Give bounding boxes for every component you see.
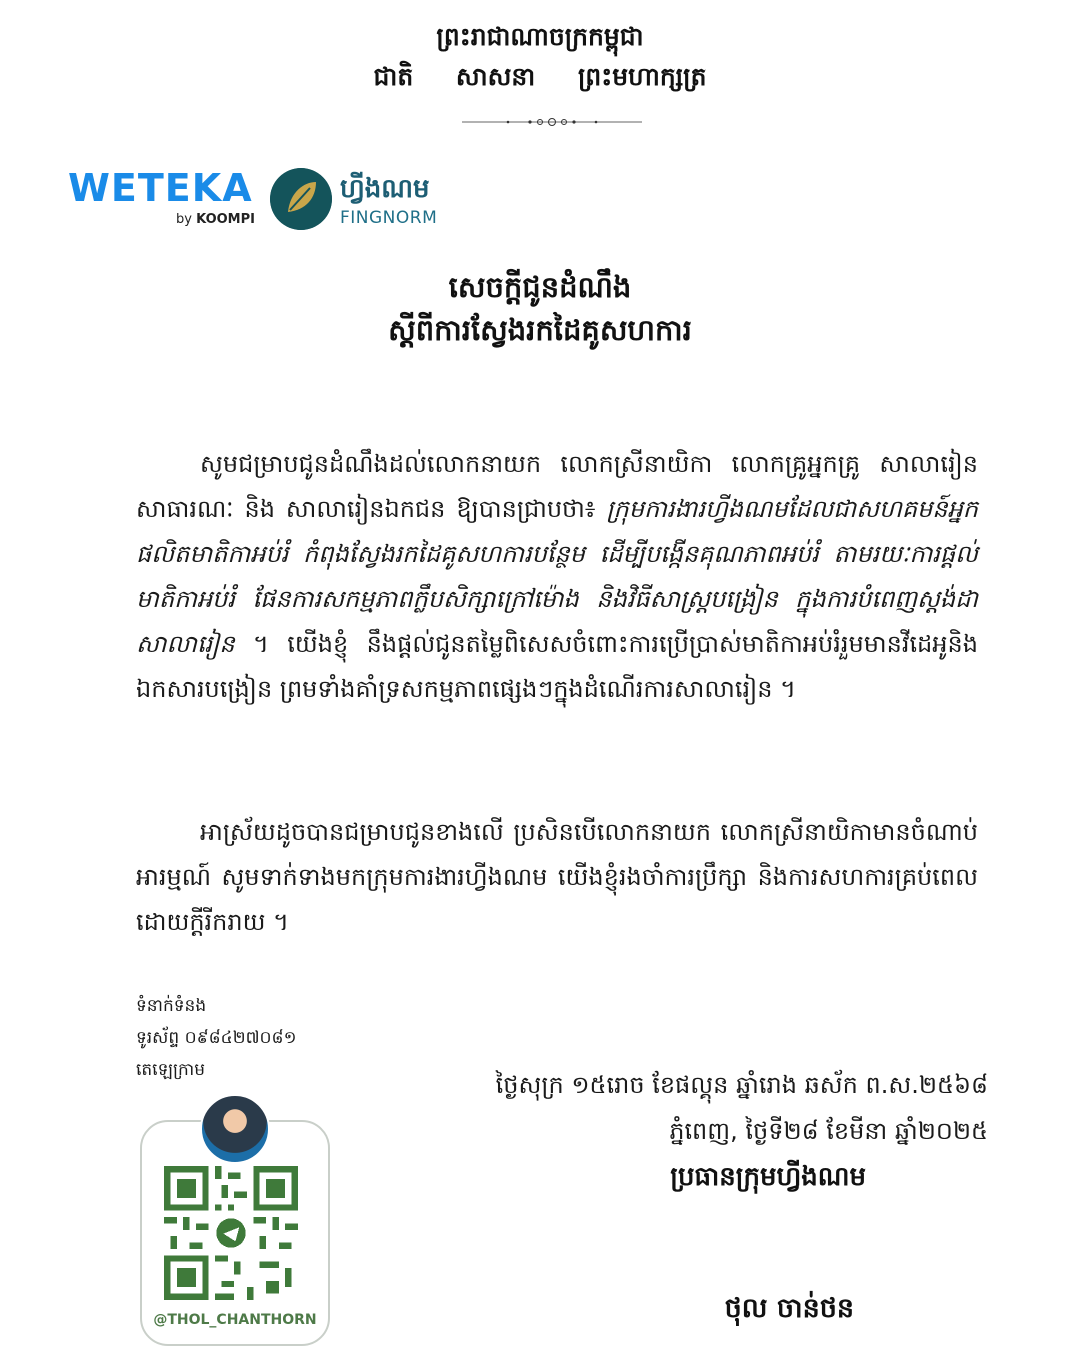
place-and-date: ភ្នំពេញ, ថ្ងៃទី២៨ ខែមីនា ឆ្នាំ២០២៥ — [669, 1117, 988, 1145]
paragraph-1-ending: ។ យើងខ្ញុំ នឹងផ្តល់ជូនតម្លៃពិសេសចំពោះការប្រើប្រាស់មាតិកាអប់រំរួមមានវីដេអូនិងឯកសារបង្រៀន ព្រមទាំងគាំទ្រសកម្មភាពផ្សេងៗក្នុងដំណើរការសាលារៀន ។ — [136, 630, 978, 703]
kingdom-name: ព្រះរាជាណាចក្រកម្ពុជា — [436, 22, 644, 51]
signatory-name: ថុល ចាន់ថន — [724, 1293, 854, 1324]
paragraph-1-emphasis: ក្រុមការងារហ្វីងណមដែលជាសហគមន៍អ្នកផលិតមាតិកាអប់រំ កំពុងស្វែងរកដៃគូសហការបន្ថែម ដើម្បីបង្កើនគុណភាពអប់រំ តាមរយៈការផ្តល់មាតិកាអប់រំ ផែនការសកម្មភាពក្លឹបសិក្សាក្រៅម៉ោង និងវិធីសាស្ត្របង្រៀន ក្នុងការបំពេញស្តង់ដាសាលារៀន — [136, 495, 978, 658]
paragraph-2-text: អាស្រ័យដូចបានជម្រាបជូនខាងលើ ប្រសិនបើលោកនាយក លោកស្រីនាយិកាមានចំណាប់អារម្មណ៍ សូមទាក់ទាងមកក្រុមការងារហ្វីងណម យើងខ្ញុំរងចាំការប្រឹក្សា និងការសហការគ្រប់ពេលដោយក្តីរីករាយ ។ — [136, 818, 978, 936]
document-title: សេចក្តីជូនដំណឹង — [448, 270, 632, 304]
document-subtitle: ស្តីពីការស្វែងរកដៃគូសហការ — [388, 313, 692, 347]
avatar — [200, 1094, 270, 1164]
contact-phone: ទូរស័ព្ទ ០៩៨៤២៧០៨១ — [136, 1028, 297, 1048]
national-motto: ជាតិ សាសនា ព្រះមហាក្សត្រ — [373, 62, 707, 91]
weteka-logo — [68, 168, 263, 238]
body-paragraph-1 — [136, 442, 978, 712]
ornament-divider — [462, 112, 642, 132]
paragraph-1-intro: សូមជម្រាបជូនដំណឹងដល់លោកនាយក លោកស្រីនាយិកា លោកគ្រូអ្នកគ្រូ សាលារៀនសាធារណៈ និង សាលារៀនឯកជន ឱ្យបានជ្រាបថា៖ — [136, 450, 978, 523]
fingnorm-leaf-icon — [270, 168, 332, 230]
fingnorm-english-wordmark: FINGNORM — [340, 208, 438, 228]
qr-code-icon[interactable] — [164, 1166, 298, 1300]
fingnorm-khmer-wordmark: ហ្វីងណម — [340, 174, 430, 204]
contact-telegram-label: តេឡេក្រាម — [136, 1060, 205, 1080]
byline-prefix: by — [176, 212, 197, 227]
body-paragraph-2 — [136, 810, 978, 945]
lunar-date: ថ្ងៃសុក្រ ១៥រោច ខែផល្គុន ឆ្នាំរោង ឆស័ក ព.ស.២៥៦៨ — [495, 1071, 988, 1099]
weteka-wordmark: WETEKA — [68, 166, 253, 210]
weteka-byline — [176, 212, 255, 227]
contact-label: ទំនាក់ទំនង — [136, 996, 207, 1016]
signatory-title: ប្រធានក្រុមហ្វីងណម — [670, 1162, 866, 1192]
telegram-handle[interactable]: @THOL_CHANTHORN — [153, 1312, 317, 1328]
byline-brand: KOOMPI — [196, 212, 255, 227]
